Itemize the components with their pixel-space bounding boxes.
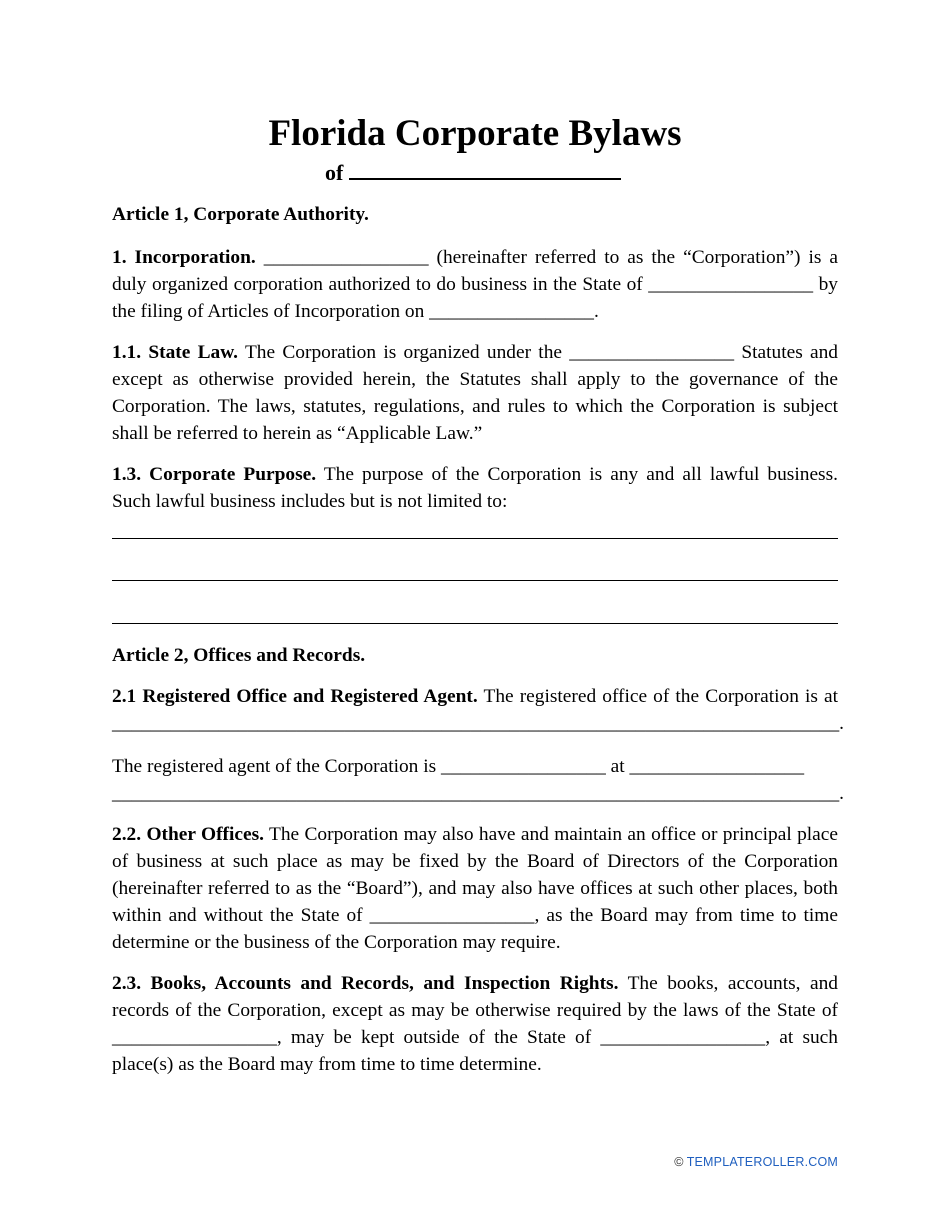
purpose-blank-line[interactable] bbox=[112, 623, 838, 624]
document-subtitle bbox=[325, 154, 621, 188]
section-1-3-label: 1.3. Corporate Purpose. bbox=[112, 464, 317, 485]
subtitle-prefix: of bbox=[325, 160, 344, 185]
registered-agent-line-1: The registered agent of the Corporation is _________________ at __________________ bbox=[112, 756, 805, 777]
section-2-3-text: The books, accounts, and records of the Corporation, except as may be otherwise required by the laws of the State of _________________, may be kept outside of the State of _________________, at such place(s) as the Board may from time to time determine. bbox=[112, 973, 838, 1075]
section-2-3-books-records bbox=[112, 970, 838, 1078]
section-1-1-text: The Corporation is organized under the _________________ Statutes and except as otherwise provided herein, the Statutes shall apply to the governance of the Corporation. The laws, statutes, regulations, and rules to which the Corporation is subject shall be referred to herein as “Applicable Law.” bbox=[112, 342, 839, 444]
article-1-heading: Article 1, Corporate Authority. bbox=[112, 204, 369, 225]
section-1-label: 1. Incorporation. bbox=[112, 247, 256, 268]
section-2-3-label: 2.3. Books, Accounts and Records, and Inspection Rights. bbox=[112, 973, 619, 994]
section-2-1-label: 2.1 Registered Office and Registered Agent. bbox=[112, 686, 478, 707]
purpose-blank-line[interactable] bbox=[112, 580, 838, 581]
section-2-1-text: The registered office of the Corporation is at ___________________________________________________________________________. bbox=[112, 686, 844, 734]
section-1-text: _________________ (hereinafter referred to as the “Corporation”) is a duly organized corporation authorized to do business in the State of _________________ by the filing of Articles of Incorporation on _________________. bbox=[112, 247, 838, 322]
copyright-symbol: © bbox=[674, 1155, 684, 1169]
registered-agent-line-2: ___________________________________________________________________________. bbox=[112, 783, 844, 804]
section-1-1-label: 1.1. State Law. bbox=[112, 342, 239, 363]
article-2-heading: Article 2, Offices and Records. bbox=[112, 645, 366, 666]
section-1-3-corporate-purpose bbox=[112, 461, 838, 515]
section-2-2-other-offices bbox=[112, 821, 838, 956]
footer-brand bbox=[674, 1155, 838, 1169]
section-1-incorporation bbox=[112, 244, 838, 325]
corporation-name-blank[interactable] bbox=[349, 154, 621, 180]
section-1-1-state-law bbox=[112, 339, 838, 447]
section-2-1-registered-office bbox=[112, 683, 844, 737]
purpose-blank-line[interactable] bbox=[112, 538, 838, 539]
footer-brand-link[interactable]: TEMPLATEROLLER.COM bbox=[686, 1155, 838, 1169]
section-1-3-text: The purpose of the Corporation is any and all lawful business. Such lawful business includes but is not limited to: bbox=[112, 464, 838, 512]
document-title: Florida Corporate Bylaws bbox=[268, 113, 682, 154]
section-2-2-text: The Corporation may also have and maintain an office or principal place of business at such place as may be fixed by the Board of Directors of the Corporation (hereinafter referred to as the “Board”), and may also have offices at such other places, both within and without the State of _________________, as the Board may from time to time determine or the business of the Corporation may require. bbox=[112, 824, 838, 953]
section-2-2-label: 2.2. Other Offices. bbox=[112, 824, 264, 845]
